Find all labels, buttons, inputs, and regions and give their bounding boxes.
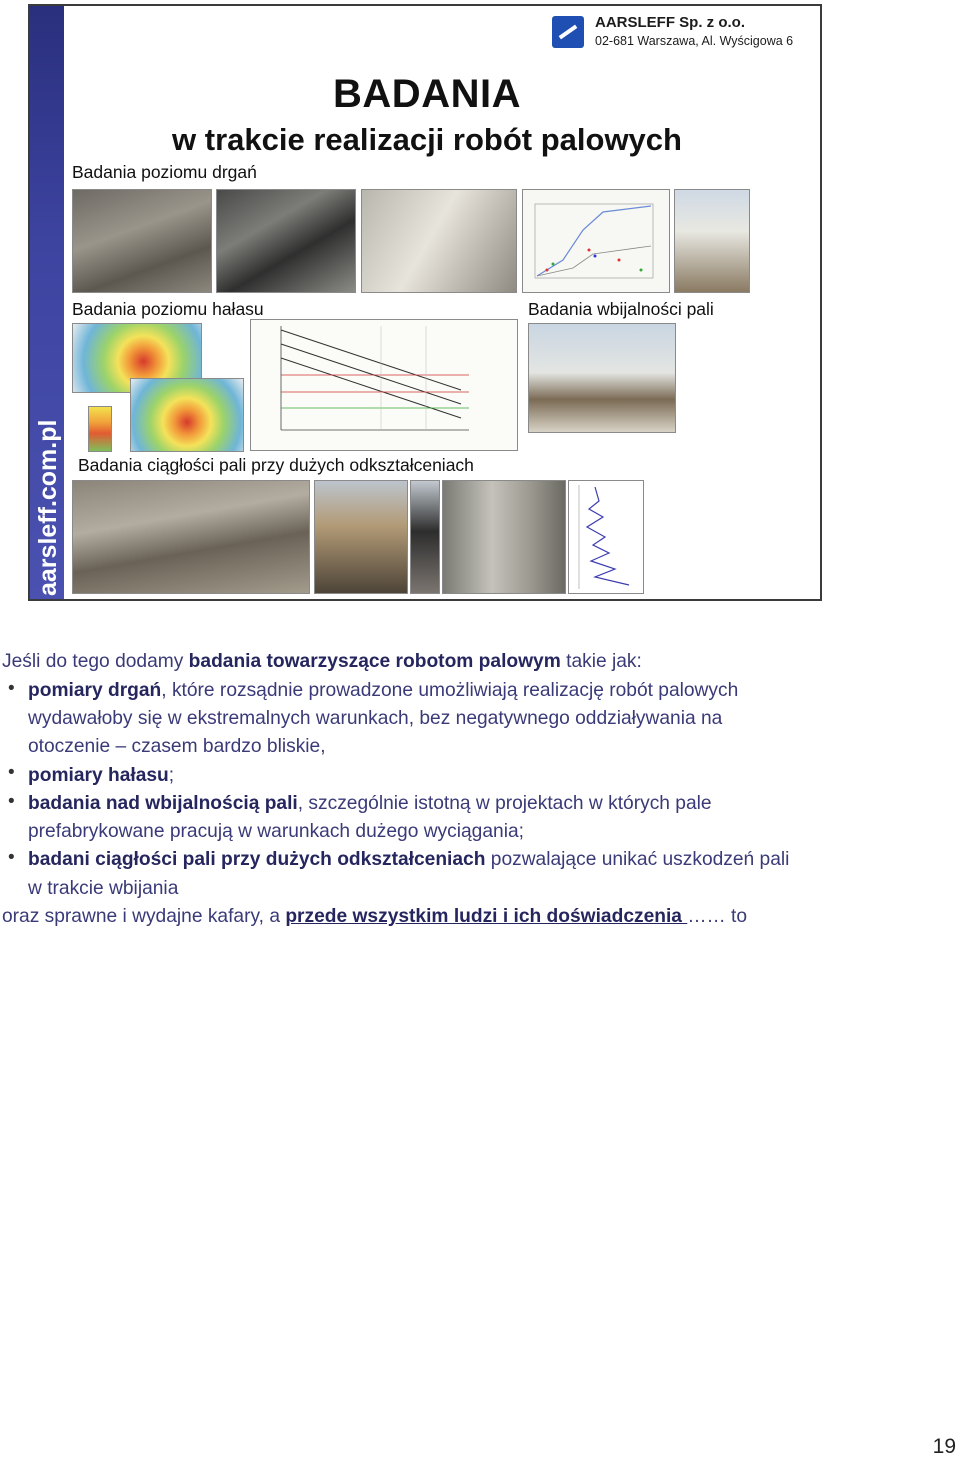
bullet-dot-4: • [8, 847, 15, 868]
photo-pile-driving [528, 323, 676, 433]
bullet-2-text: ; [168, 765, 175, 786]
section-noise-label: Badania poziomu hałasu [72, 299, 264, 319]
bullet-1-bold: pomiary drgań [28, 680, 162, 701]
integrity-log-sketch [569, 481, 643, 593]
photo-pile-rig [674, 189, 750, 293]
page-number: 19 [932, 1435, 956, 1458]
photo-vibration-chart [522, 189, 670, 293]
intro-bold-text: badania towarzyszące robotom palowym [188, 651, 561, 672]
bullet-3-line-1 [28, 791, 712, 817]
intro-paragraph [2, 649, 642, 675]
bullet-3-bold: badania nad wbijalnością pali [28, 793, 298, 814]
photo-measuring-case [216, 189, 356, 293]
noise-chart-sketch [251, 320, 517, 450]
photo-vibration-sensor [72, 189, 212, 293]
photo-wall-sensor [361, 189, 517, 293]
bullet-2-line-1 [28, 763, 174, 789]
bullet-3-line-2: prefabrykowane pracują w warunkach dużego wyciągania; [28, 821, 524, 842]
photo-noise-chart [250, 319, 518, 451]
company-address: 02-681 Warszawa, Al. Wyścigowa 6 [595, 34, 794, 48]
company-logo-icon [552, 16, 584, 48]
bullet-dot-3: • [8, 791, 15, 812]
photo-noise-map-2 [130, 378, 244, 452]
section-driving-label: Badania wbijalności pali [528, 299, 714, 319]
photo-pile-top [410, 480, 440, 594]
bullet-4-bold: badani ciągłości pali przy dużych odkształceniach [28, 849, 486, 870]
vibration-chart-sketch [523, 190, 669, 292]
section-vibration-label: Badania poziomu drgań [72, 162, 257, 182]
photo-concrete-surface [442, 480, 566, 594]
bullet-4-line-1 [28, 847, 789, 873]
bullet-1-line-3: otoczenie – czasem bardzo bliskie, [28, 736, 326, 757]
bullet-4-text: pozwalające unikać uszkodzeń pali [485, 849, 790, 870]
bullet-1-text: , które rozsądnie prowadzone umożliwiają realizację robót palowych [161, 680, 739, 701]
photo-precast-pile [72, 480, 310, 594]
bullet-1-line-2: wydawałoby się w ekstremalnych warunkach, bez negatywnego oddziaływania na [28, 708, 723, 729]
intro-text: Jeśli do tego dodamy [2, 651, 189, 672]
intro-rest-text: takie jak: [560, 651, 642, 672]
photo-integrity-log [568, 480, 644, 594]
bullet-dot-1: • [8, 678, 15, 699]
outro-rest-text: …… to [687, 906, 748, 927]
company-name: AARSLEFF Sp. z o.o. [595, 14, 745, 31]
outro-text: oraz sprawne i wydajne kafary, a [2, 906, 286, 927]
bullet-3-text: , szczególnie istotną w projektach w których pale [297, 793, 712, 814]
section-integrity-label: Badania ciągłości pali przy dużych odkształceniach [78, 455, 474, 475]
outro-underlined-text: przede wszystkim ludzi i ich doświadczenia [285, 906, 688, 927]
bullet-dot-2: • [8, 762, 15, 783]
slide-image [28, 4, 822, 601]
slide-subtitle: w trakcie realizacji robót palowych [172, 122, 682, 157]
side-website-text: aarsleff.com.pl [34, 419, 62, 596]
slide-title: BADANIA [333, 72, 521, 116]
outro-paragraph [2, 904, 747, 930]
photo-pile-head [314, 480, 408, 594]
bullet-1-line-1 [28, 678, 738, 704]
bullet-2-bold: pomiary hałasu [28, 765, 169, 786]
bullet-4-line-2: w trakcie wbijania [28, 878, 179, 899]
photo-noise-legend [88, 406, 112, 452]
